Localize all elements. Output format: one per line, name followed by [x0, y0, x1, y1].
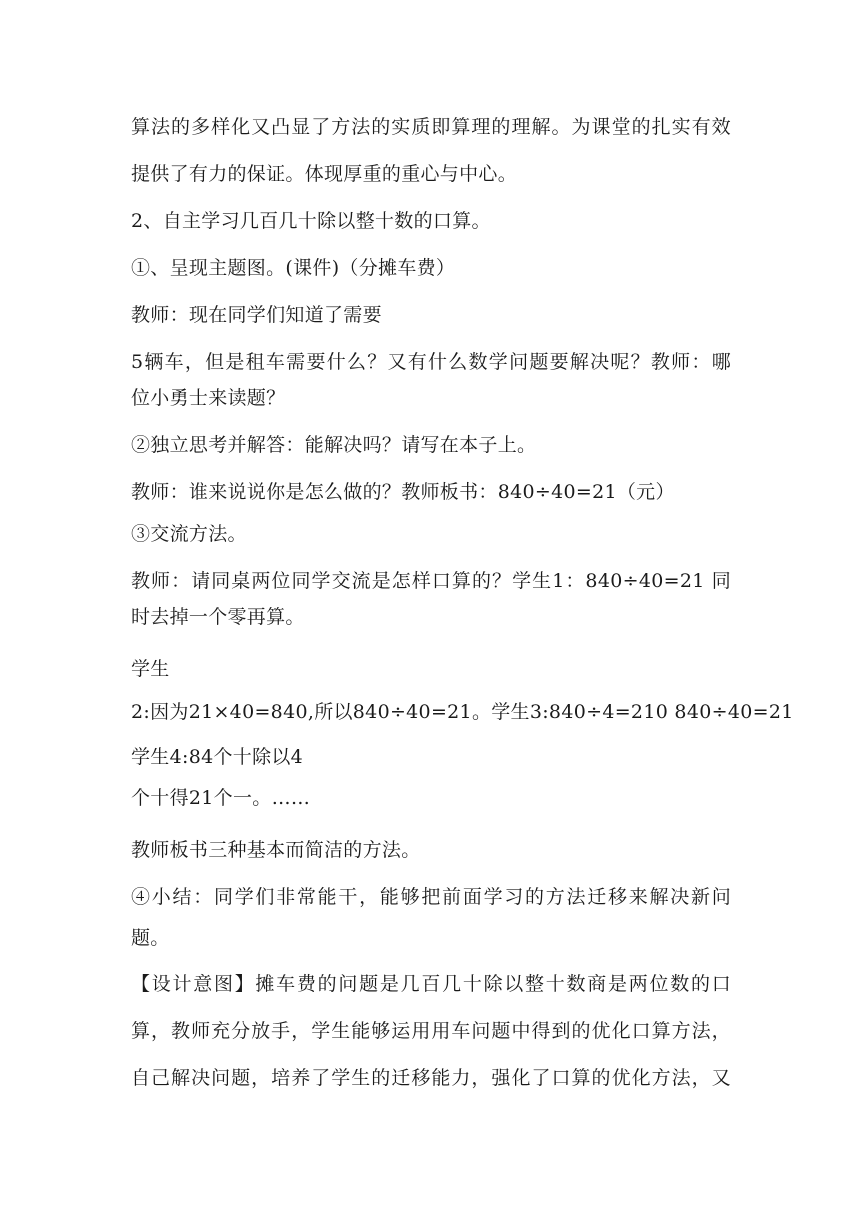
text-line: 位小勇士来读题？	[131, 387, 286, 409]
text-line: 【设计意图】摊车费的问题是几百几十除以整十数商是两位数的口	[131, 973, 731, 995]
text-line: 算，教师充分放手，学生能够运用用车问题中得到的优化口算方法，	[131, 1020, 731, 1042]
text-line: ①、呈现主题图。(课件)（分摊车费）	[131, 257, 456, 279]
text-line: 自己解决问题，培养了学生的迁移能力，强化了口算的优化方法，又	[131, 1067, 731, 1089]
text-line: 2、自主学习几百几十除以整十数的口算。	[131, 210, 491, 232]
text-line: 2:因为21×40=840,所以840÷40=21。学生3:840÷4=210 840÷40=21	[131, 701, 794, 723]
text-line: 时去掉一个零再算。	[131, 606, 305, 628]
text-line: 学生4:84个十除以4	[131, 746, 304, 768]
text-line: 学生	[131, 658, 170, 680]
text-line: 教师：谁来说说你是怎么做的？教师板书：840÷40=21（元）	[131, 481, 675, 503]
text-line: 个十得21个一。……	[131, 787, 311, 809]
text-line: ②独立思考并解答：能解决吗？请写在本子上。	[131, 434, 537, 456]
text-line: 算法的多样化又凸显了方法的实质即算理的理解。为课堂的扎实有效	[131, 116, 731, 138]
text-line: ④小结：同学们非常能干，能够把前面学习的方法迁移来解决新问	[131, 886, 731, 908]
text-line: 5辆车，但是租车需要什么？又有什么数学问题要解决呢？教师：哪	[131, 351, 731, 373]
text-line: 题。	[131, 927, 170, 949]
text-line: 提供了有力的保证。体现厚重的重心与中心。	[131, 163, 518, 185]
text-line: ③交流方法。	[131, 523, 247, 545]
text-line: 教师：现在同学们知道了需要	[131, 304, 382, 326]
text-line: 教师板书三种基本而简洁的方法。	[131, 839, 421, 861]
text-line: 教师：请同桌两位同学交流是怎样口算的？学生1：840÷40=21 同	[131, 570, 731, 592]
